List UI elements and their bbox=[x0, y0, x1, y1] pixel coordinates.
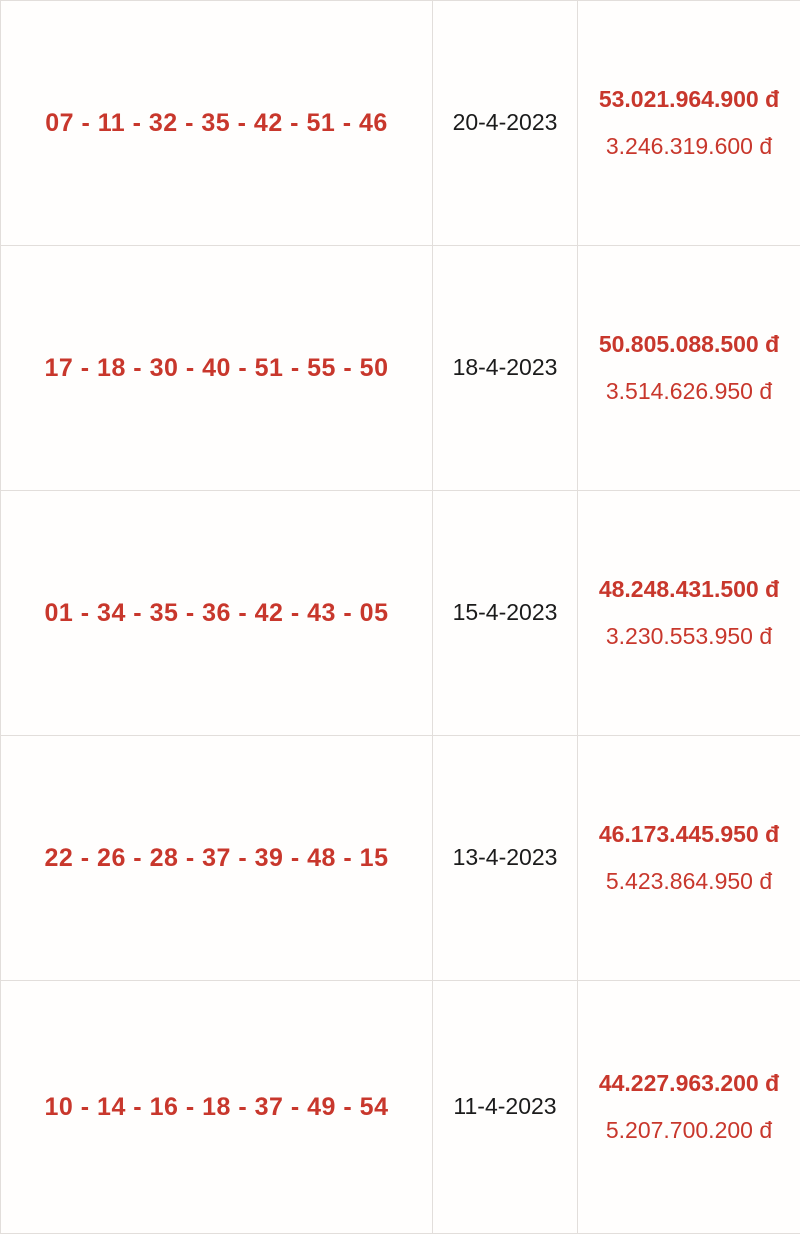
prize-cell bbox=[578, 981, 800, 1234]
draw-date: 11-4-2023 bbox=[433, 981, 578, 1234]
jackpot-2-amount: 3.230.553.950 đ bbox=[605, 623, 773, 649]
prize-cell bbox=[578, 1, 800, 246]
table-row bbox=[1, 246, 800, 491]
winning-numbers: 07 - 11 - 32 - 35 - 42 - 51 - 46 bbox=[1, 1, 433, 246]
jackpot-2-amount: 5.423.864.950 đ bbox=[605, 868, 773, 894]
table-row bbox=[1, 736, 800, 981]
prize-cell bbox=[578, 246, 800, 491]
jackpot-2-amount: 5.207.700.200 đ bbox=[605, 1117, 773, 1143]
jackpot-1-amount: 44.227.963.200 đ bbox=[598, 1069, 780, 1096]
draw-date: 20-4-2023 bbox=[433, 1, 578, 246]
winning-numbers: 17 - 18 - 30 - 40 - 51 - 55 - 50 bbox=[1, 246, 433, 491]
draw-date: 18-4-2023 bbox=[433, 246, 578, 491]
table-row bbox=[1, 1, 800, 246]
jackpot-1-amount: 48.248.431.500 đ bbox=[598, 575, 780, 602]
results-table-body bbox=[1, 1, 800, 1234]
jackpot-2-amount: 3.514.626.950 đ bbox=[605, 378, 773, 404]
table-row bbox=[1, 491, 800, 736]
draw-date: 15-4-2023 bbox=[433, 491, 578, 736]
winning-numbers: 22 - 26 - 28 - 37 - 39 - 48 - 15 bbox=[1, 736, 433, 981]
jackpot-2-amount: 3.246.319.600 đ bbox=[605, 133, 773, 159]
prize-cell bbox=[578, 736, 800, 981]
table-row bbox=[1, 981, 800, 1234]
draw-date: 13-4-2023 bbox=[433, 736, 578, 981]
jackpot-1-amount: 46.173.445.950 đ bbox=[598, 820, 780, 847]
winning-numbers: 01 - 34 - 35 - 36 - 42 - 43 - 05 bbox=[1, 491, 433, 736]
jackpot-1-amount: 50.805.088.500 đ bbox=[598, 330, 780, 357]
winning-numbers: 10 - 14 - 16 - 18 - 37 - 49 - 54 bbox=[1, 981, 433, 1234]
prize-cell bbox=[578, 491, 800, 736]
jackpot-1-amount: 53.021.964.900 đ bbox=[598, 85, 780, 112]
